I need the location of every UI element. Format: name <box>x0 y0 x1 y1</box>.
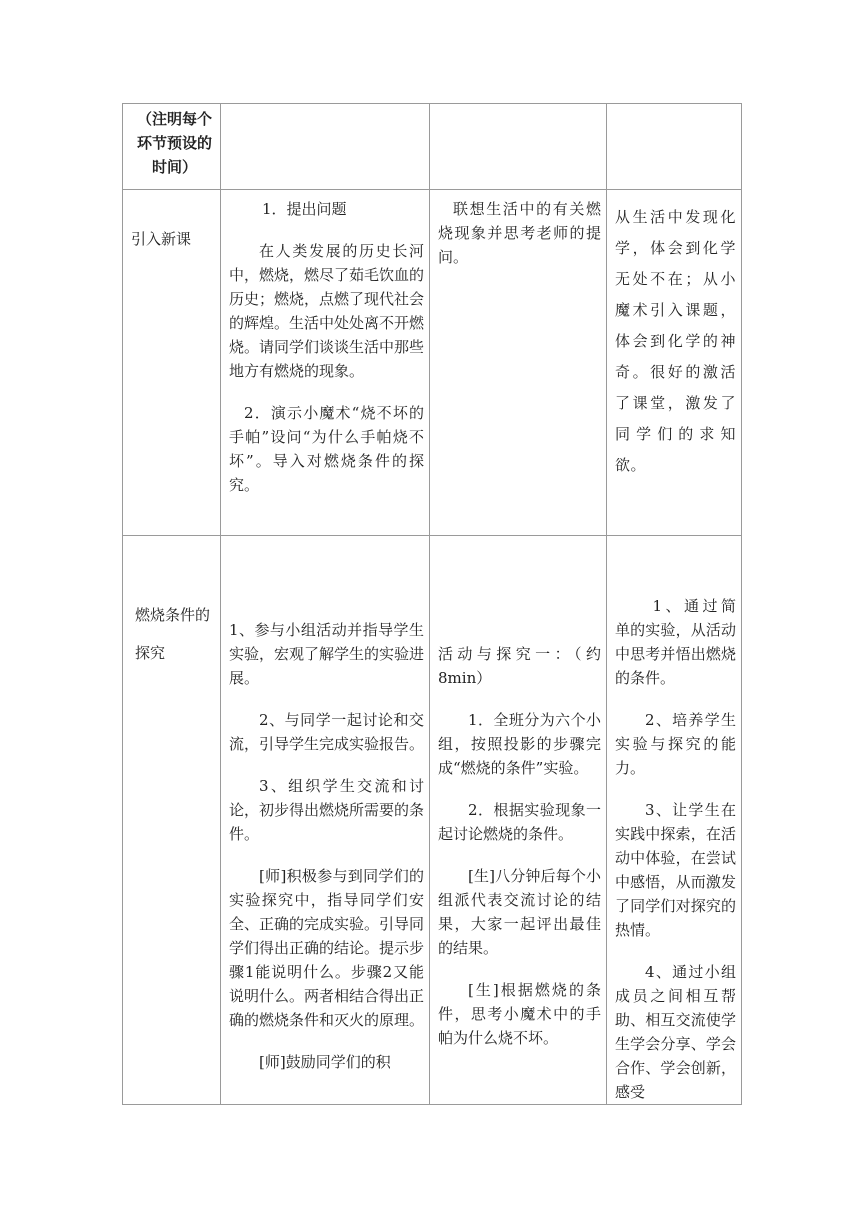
student-activity-title: 活动与探究一：（约8min） <box>438 645 601 687</box>
teacher-step-2: 2．演示小魔术“烧不坏的手帕”设问“为什么手帕烧不坏”。导入对燃烧条件的探究。 <box>229 404 424 494</box>
intent-item-2: 2、培养学生实验与探究的能力。 <box>615 711 736 777</box>
teacher-intro-text: 在人类发展的历史长河中，燃烧，燃尽了茹毛饮血的历史；燃烧，点燃了现代社会的辉煌。生活中处处离不开燃烧。请同学们谈谈生活中那些地方有燃烧的现象。 <box>229 242 425 380</box>
stage-cell <box>123 536 221 1105</box>
teacher-step-1: 1．提出问题 <box>262 200 347 218</box>
design-intent-cell <box>607 190 742 536</box>
teacher-header-cell <box>221 104 430 190</box>
intent-header-cell <box>607 104 742 190</box>
teacher-activity-cell <box>221 190 430 536</box>
stage-header-cell <box>123 104 221 190</box>
intent-item-3: 3、让学生在实践中探索，在活动中体验，在尝试中感悟，从而激发了同学们对探究的热情。 <box>615 801 736 939</box>
student-activity-cell <box>430 190 607 536</box>
teacher-guidance: [师]积极参与到同学们的实验探究中，指导同学们安全、正确的完成实验。引导同学们得出正确的结论。提示步骤1能说明什么。步骤2又能说明什么。两者相结合得出正确的燃烧条件和灭火的原理。 <box>229 867 425 1029</box>
student-step-2: 2．根据实验现象一起讨论燃烧的条件。 <box>438 801 601 843</box>
stage-name: 引入新课 <box>131 230 192 248</box>
stage-time-note: （注明每个环节预设的时间） <box>136 110 212 176</box>
intent-item-1: 1、通过简单的实验，从活动中思考并悟出燃烧的条件。 <box>615 597 736 687</box>
student-report: [生]八分钟后每个小组派代表交流讨论的结果，大家一起评出最佳的结果。 <box>438 867 601 957</box>
student-step-1: 1．全班分为六个小组，按照投影的步骤完成“燃烧的条件”实验。 <box>438 711 601 777</box>
design-intent-cell <box>607 536 742 1105</box>
intent-item-4: 4、通过小组成员之间相互帮助、相互交流使学生学会分享、学会合作、学会创新，感受 <box>615 963 736 1101</box>
teacher-item-1: 1、参与小组活动并指导学生实验，宏观了解学生的实验进展。 <box>229 621 425 687</box>
lesson-plan-table <box>122 103 742 1105</box>
table-header-row <box>123 104 742 190</box>
student-intro-text: 联想生活中的有关燃烧现象并思考老师的提问。 <box>438 200 601 266</box>
table-row <box>123 190 742 536</box>
design-intent-text: 从生活中发现化学，体会到化学无处不在；从小魔术引入课题，体会到化学的神奇。很好的激活了课堂，激发了同学们的求知欲。 <box>615 208 736 474</box>
teacher-item-3: 3、组织学生交流和讨论，初步得出燃烧所需要的条件。 <box>229 777 425 843</box>
teacher-activity-cell <box>221 536 430 1105</box>
student-activity-cell <box>430 536 607 1105</box>
table-row <box>123 536 742 1105</box>
stage-cell <box>123 190 221 536</box>
student-header-cell <box>430 104 607 190</box>
teacher-item-2: 2、与同学一起讨论和交流，引导学生完成实验报告。 <box>229 711 425 753</box>
stage-name: 燃烧条件的探究 <box>135 606 211 662</box>
student-reflect: [生]根据燃烧的条件，思考小魔术中的手帕为什么烧不坏。 <box>438 981 601 1047</box>
teacher-encourage: [师]鼓励同学们的积 <box>259 1053 391 1071</box>
